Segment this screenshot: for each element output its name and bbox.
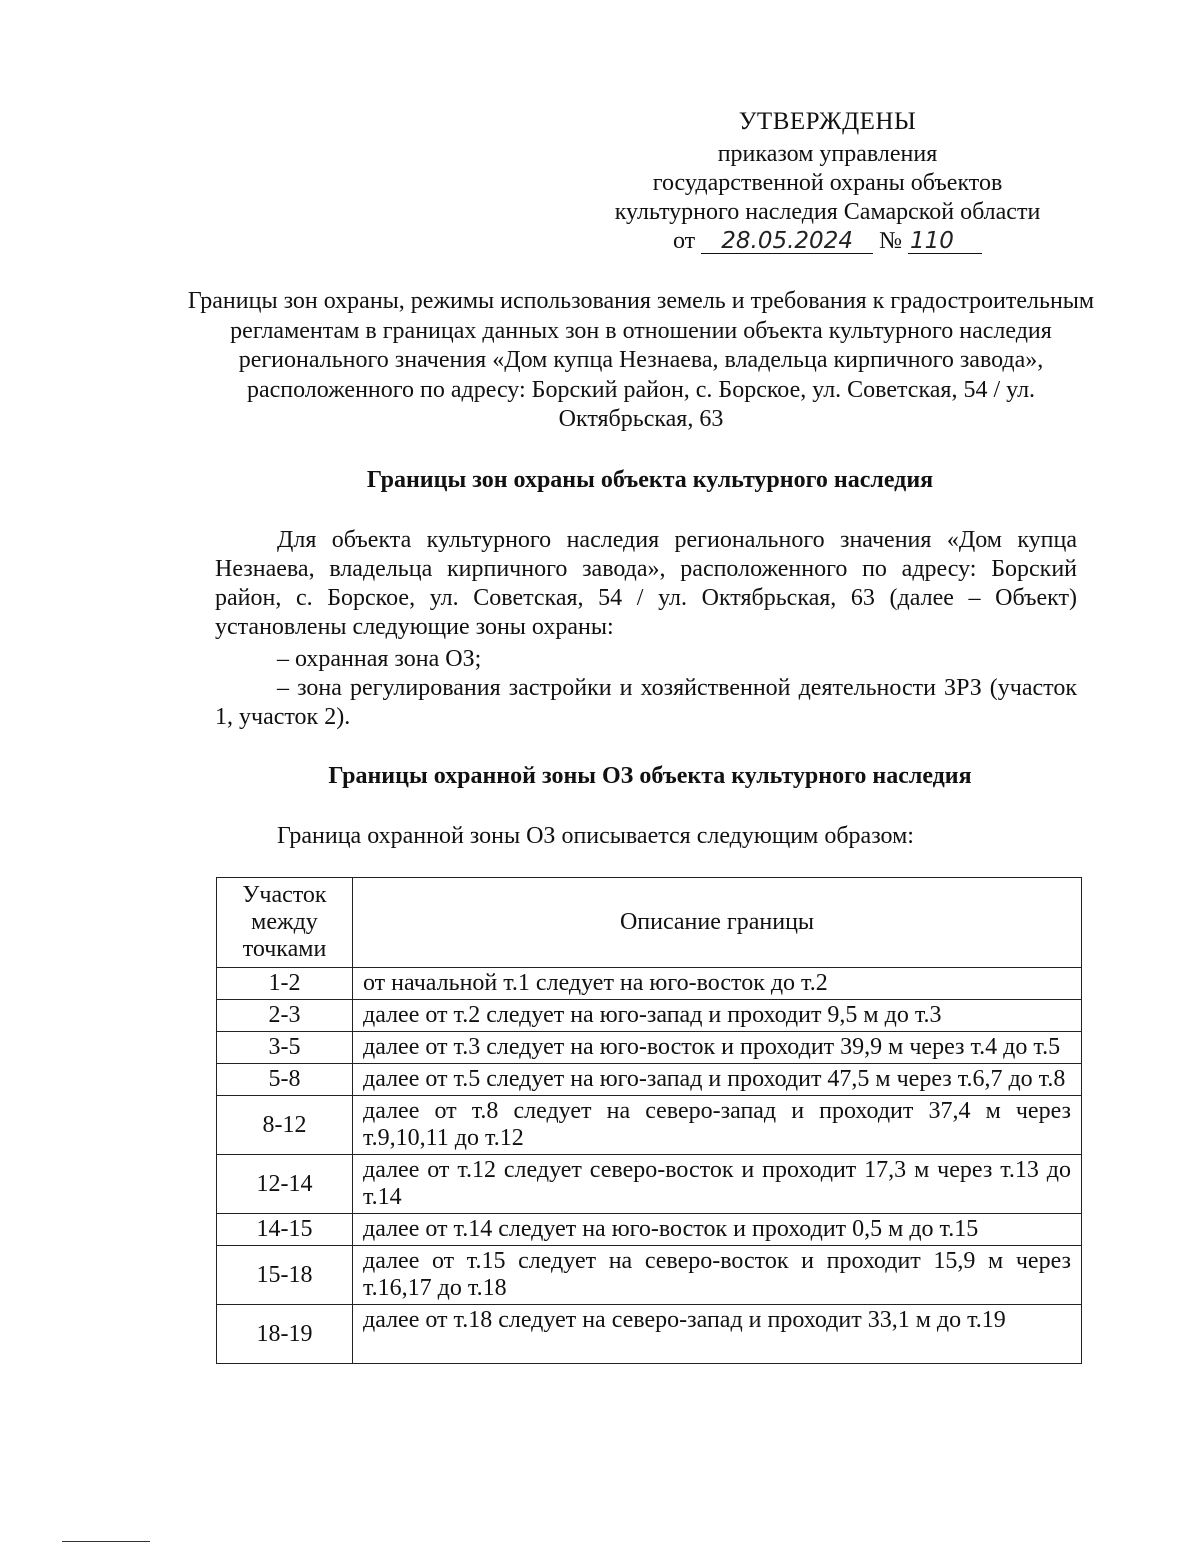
zones-paragraph: Для объекта культурного наследия регионального значения «Дом купца Незнаева, владельца кирпичного завода», расположенного по адресу: Борский район, с. Борское, ул. Советская, 54 / ул. Октябрьская, 63 (далее – Объект) установлены следующие зоны охраны: xyxy=(215,527,1077,640)
cell-points: 15-18 xyxy=(217,1246,353,1305)
table-row xyxy=(217,1214,1082,1246)
table-row xyxy=(217,1305,1082,1364)
header-points: Участок между точками xyxy=(217,878,353,968)
approval-line: культурного наследия Самарской области xyxy=(614,199,1041,225)
cell-points: 8-12 xyxy=(217,1096,353,1155)
cell-points: 12-14 xyxy=(217,1155,353,1214)
number-prefix: № xyxy=(879,228,903,254)
cell-points: 1-2 xyxy=(217,968,353,1000)
zone-list-item: – охранная зона ОЗ; xyxy=(277,646,482,672)
approval-date-line xyxy=(560,227,1095,256)
handwritten-number: 110 xyxy=(908,229,982,254)
approval-title: УТВЕРЖДЕНЫ xyxy=(738,108,917,135)
cell-description: от начальной т.1 следует на юго-восток до т.2 xyxy=(353,968,1082,1000)
cell-description: далее от т.5 следует на юго-запад и проходит 47,5 м через т.6,7 до т.8 xyxy=(353,1064,1082,1096)
cell-points: 2-3 xyxy=(217,1000,353,1032)
oz-intro: Граница охранной зоны ОЗ описывается следующим образом: xyxy=(277,823,914,849)
cell-description: далее от т.18 следует на северо-запад и проходит 33,1 м до т.19 xyxy=(353,1305,1082,1364)
header-description: Описание границы xyxy=(353,878,1082,968)
approval-line: приказом управления xyxy=(717,141,938,167)
table-row xyxy=(217,1096,1082,1155)
cell-description: далее от т.15 следует на северо-восток и проходит 15,9 м через т.16,17 до т.18 xyxy=(353,1246,1082,1305)
cell-description: далее от т.3 следует на юго-восток и проходит 39,9 м через т.4 до т.5 xyxy=(353,1032,1082,1064)
table-row xyxy=(217,968,1082,1000)
handwritten-date: 28.05.2024 xyxy=(701,229,873,254)
section-title-zones: Границы зон охраны объекта культурного наследия xyxy=(366,467,934,493)
approval-block xyxy=(560,107,1095,256)
cell-description: далее от т.8 следует на северо-запад и проходит 37,4 м через т.9,10,11 до т.12 xyxy=(353,1096,1082,1155)
cell-points: 5-8 xyxy=(217,1064,353,1096)
approval-line: государственной охраны объектов xyxy=(652,170,1003,196)
zone-list-item: – зона регулирования застройки и хозяйственной деятельности ЗРЗ (участок 1, участок 2). xyxy=(215,675,1077,730)
cell-description: далее от т.2 следует на юго-запад и проходит 9,5 м до т.3 xyxy=(353,1000,1082,1032)
boundary-table xyxy=(216,877,1082,1364)
document-heading: Границы зон охраны, режимы использования земель и требования к градостроительным регламентам в границах данных зон в отношении объекта культурного наследия регионального значения «Дом купца Незнаева, владельца кирпичного завода», расположенного по адресу: Борский район, с. Борское, ул. Советская, 54 / ул. Октябрьская, 63 xyxy=(187,288,1095,432)
section-title-oz: Границы охранной зоны ОЗ объекта культурного наследия xyxy=(328,763,972,789)
cell-description: далее от т.14 следует на юго-восток и проходит 0,5 м до т.15 xyxy=(353,1214,1082,1246)
table-row xyxy=(217,1246,1082,1305)
date-prefix: от xyxy=(672,228,696,254)
table-row xyxy=(217,1155,1082,1214)
cell-points: 18-19 xyxy=(217,1305,353,1364)
table-row xyxy=(217,1064,1082,1096)
table-row xyxy=(217,1000,1082,1032)
cell-points: 3-5 xyxy=(217,1032,353,1064)
cell-points: 14-15 xyxy=(217,1214,353,1246)
table-header-row xyxy=(217,878,1082,968)
cell-description: далее от т.12 следует северо-восток и проходит 17,3 м через т.13 до т.14 xyxy=(353,1155,1082,1214)
table-row xyxy=(217,1032,1082,1064)
footnote-separator xyxy=(62,1541,150,1542)
